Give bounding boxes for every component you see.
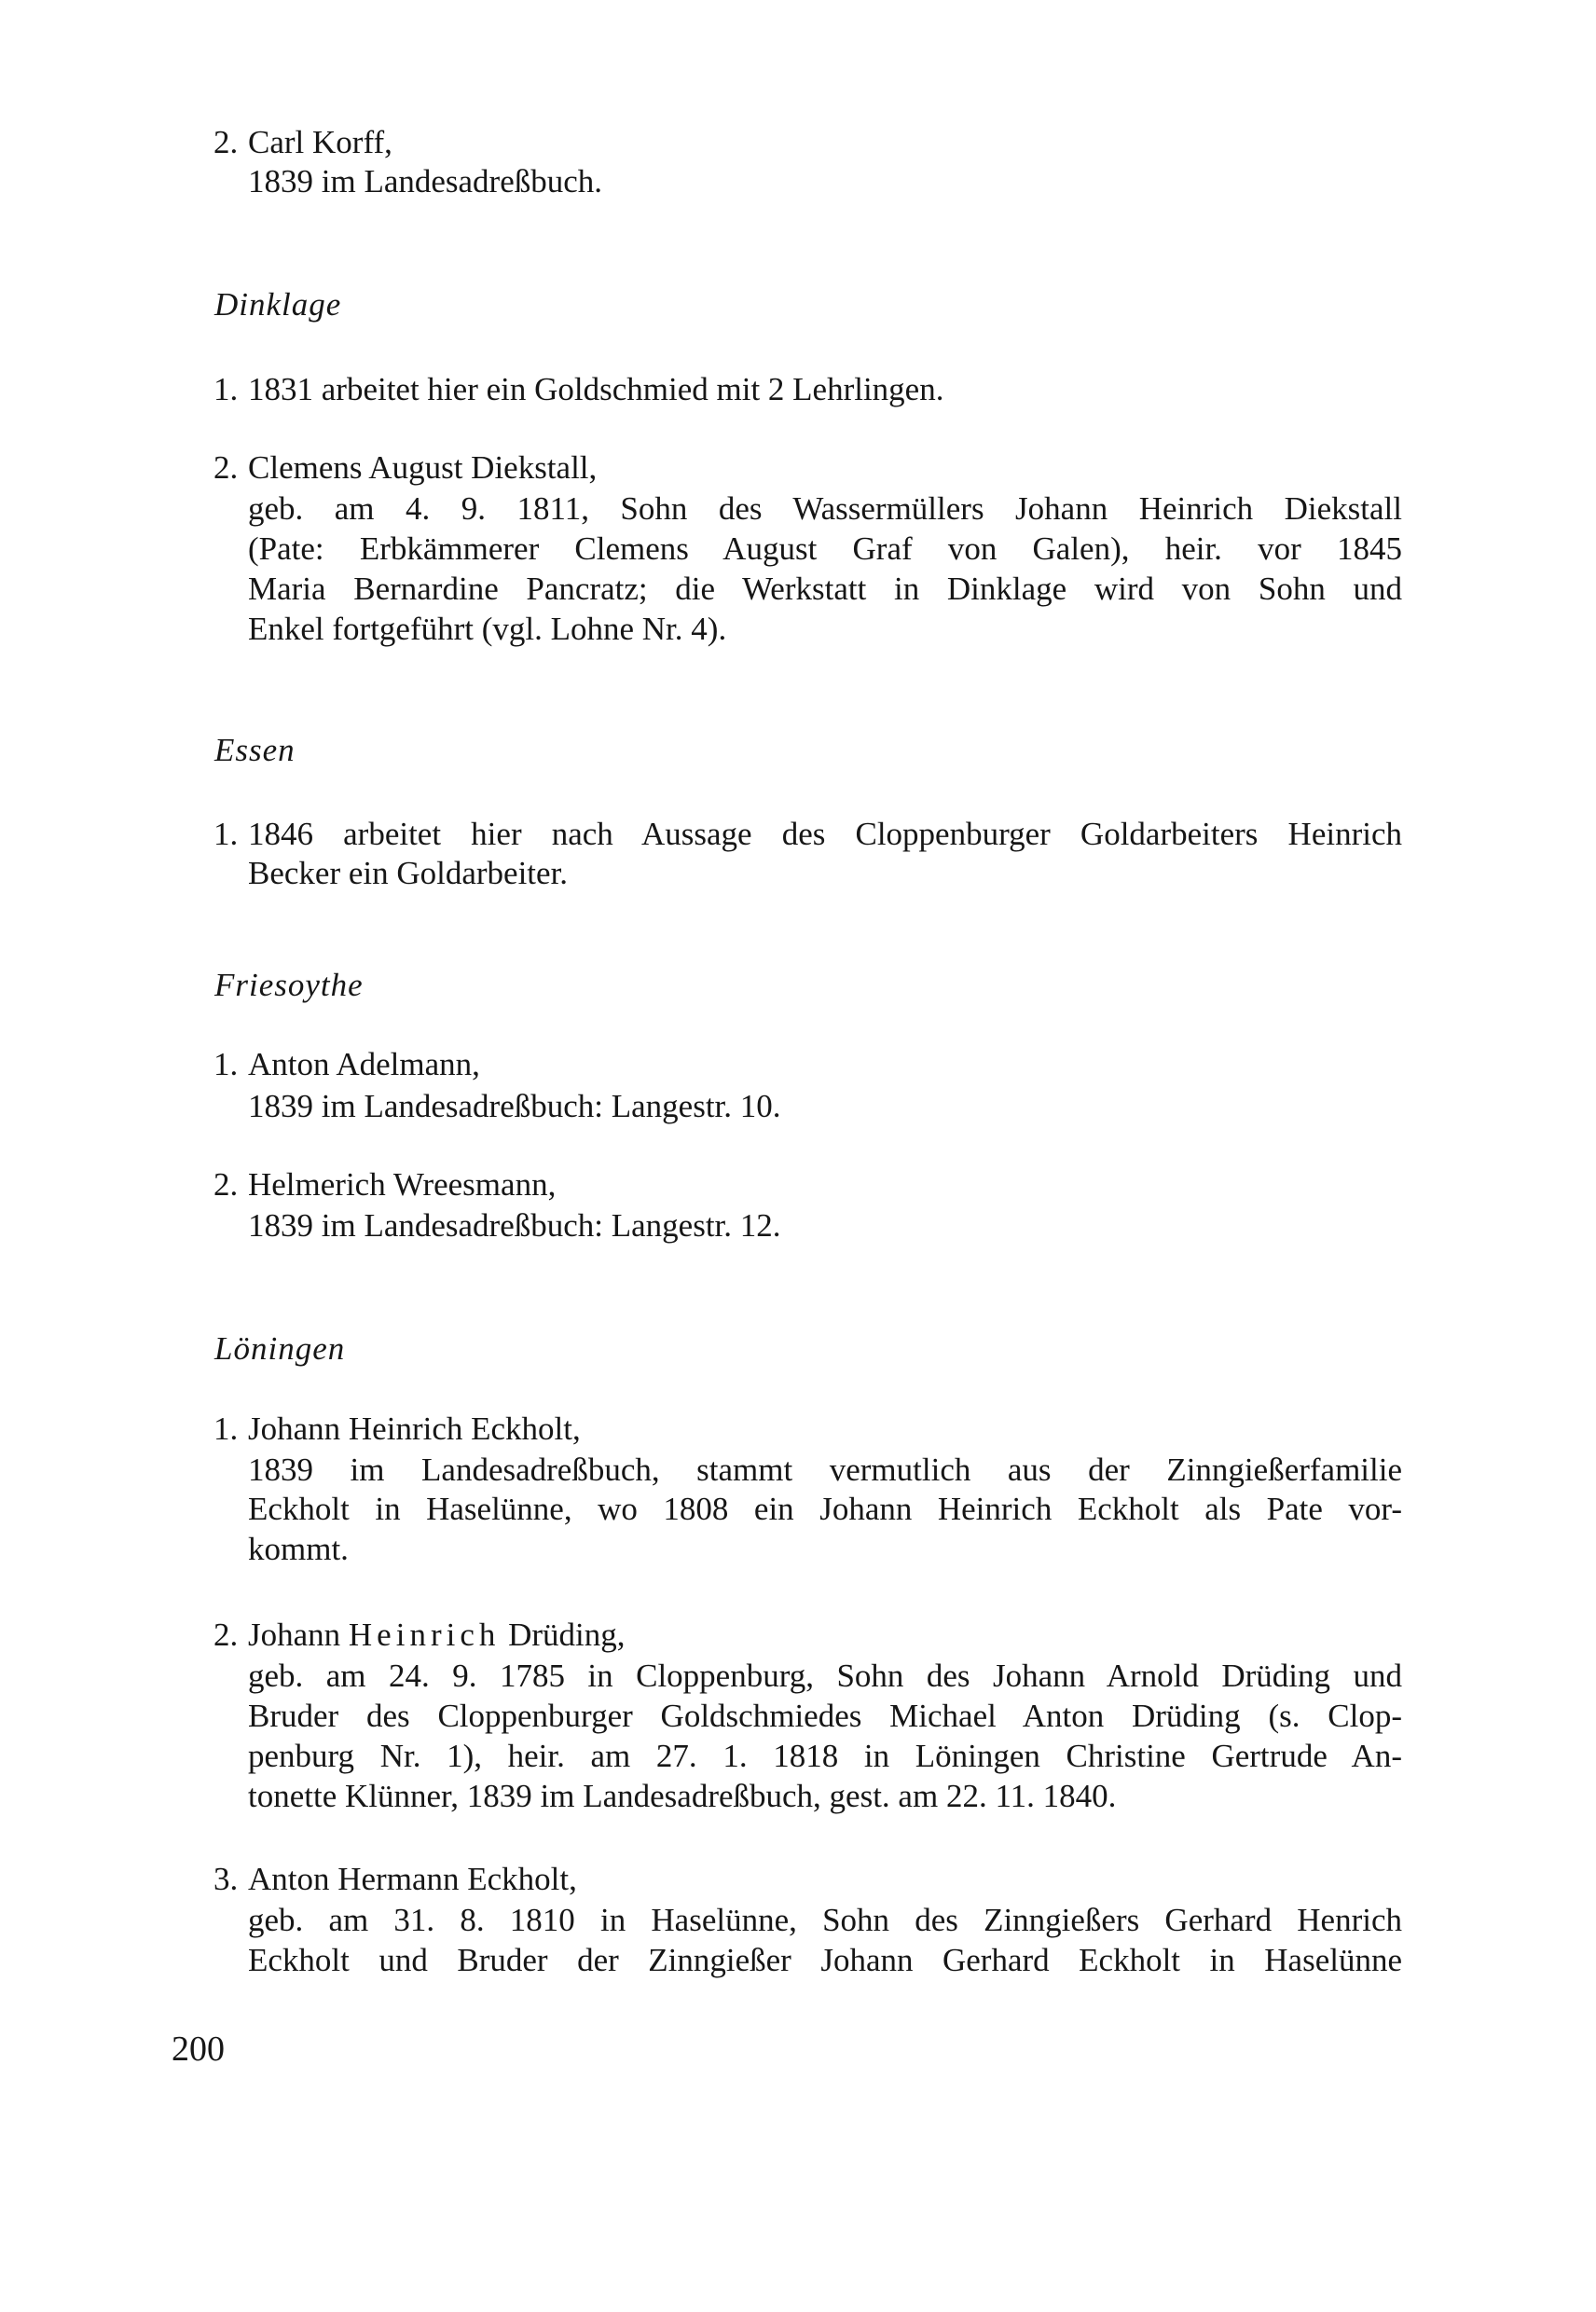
entry-number: 1.	[213, 1411, 239, 1447]
entry-number: 2.	[213, 124, 239, 160]
entry-heading	[248, 1616, 626, 1655]
section-title-dinklage: Dinklage	[214, 286, 342, 323]
entry-heading-part: Johann	[248, 1617, 349, 1653]
entry-heading: 1831 arbeitet hier ein Goldschmied mit 2 Lehrlingen.	[248, 371, 944, 407]
entry-heading: Anton Hermann Eckholt,	[248, 1861, 577, 1897]
entry-text-line: (Pate: Erbkämmerer Clemens August Graf von Galen), heir. vor 1845	[248, 530, 1402, 567]
entry-text-line: 1839 im Landesadreßbuch.	[248, 163, 603, 200]
entry-text-line: geb. am 31. 8. 1810 in Haselünne, Sohn des Zinngießers Gerhard Henrich	[248, 1902, 1402, 1938]
entry-number: 2.	[213, 1166, 239, 1203]
entry-text-line: 1839 im Landesadreßbuch: Langestr. 10.	[248, 1088, 781, 1124]
entry-text-line: Eckholt in Haselünne, wo 1808 ein Johann Heinrich Eckholt als Pate vor-	[248, 1491, 1402, 1527]
entry-text-line: penburg Nr. 1), heir. am 27. 1. 1818 in Löningen Christine Gertrude An-	[248, 1738, 1402, 1774]
entry-text-line: Maria Bernardine Pancratz; die Werkstatt in Dinklage wird von Sohn und	[248, 571, 1402, 607]
entry-heading: Johann Heinrich Eckholt,	[248, 1411, 581, 1447]
entry-text-line: geb. am 4. 9. 1811, Sohn des Wassermüllers Johann Heinrich Diekstall	[248, 490, 1402, 527]
section-title-friesoythe: Friesoythe	[214, 967, 364, 1003]
entry-text-line: tonette Klünner, 1839 im Landesadreßbuch, gest. am 22. 11. 1840.	[248, 1778, 1117, 1814]
entry-number: 1.	[213, 371, 239, 407]
entry-text-line: geb. am 24. 9. 1785 in Cloppenburg, Sohn des Johann Arnold Drüding und	[248, 1658, 1402, 1694]
entry-number: 2.	[213, 449, 239, 486]
entry-text-line: Eckholt und Bruder der Zinngießer Johann Gerhard Eckholt in Haselünne	[248, 1942, 1402, 1978]
entry-heading: Helmerich Wreesmann,	[248, 1166, 557, 1203]
entry-text-line: 1839 im Landesadreßbuch: Langestr. 12.	[248, 1207, 781, 1244]
entry-text-line: kommt.	[248, 1531, 349, 1567]
entry-text-line: Bruder des Cloppenburger Goldschmiedes Michael Anton Drüding (s. Clop-	[248, 1698, 1402, 1734]
entry-heading: Anton Adelmann,	[248, 1046, 480, 1082]
entry-text-line: 1839 im Landesadreßbuch, stammt vermutlich aus der Zinngießerfamilie	[248, 1452, 1402, 1488]
entry-number: 1.	[213, 1046, 239, 1082]
page-number: 200	[172, 2030, 225, 2069]
entry-heading: Clemens August Diekstall,	[248, 449, 598, 486]
entry-heading-spaced-name: Heinrich	[348, 1617, 501, 1653]
entry-text-line: Enkel fortgeführt (vgl. Lohne Nr. 4).	[248, 611, 727, 647]
entry-text-line: Becker ein Goldarbeiter.	[248, 855, 569, 891]
entry-heading: Carl Korff,	[248, 124, 392, 160]
entry-heading: 1846 arbeitet hier nach Aussage des Cloppenburger Goldarbeiters Heinrich	[248, 816, 1402, 852]
entry-number: 2.	[213, 1617, 239, 1653]
entry-number: 3.	[213, 1861, 239, 1897]
entry-number: 1.	[213, 816, 239, 852]
section-title-loeningen: Löningen	[214, 1330, 346, 1367]
section-title-essen: Essen	[214, 732, 296, 768]
entry-heading-part: Drüding,	[500, 1617, 626, 1653]
